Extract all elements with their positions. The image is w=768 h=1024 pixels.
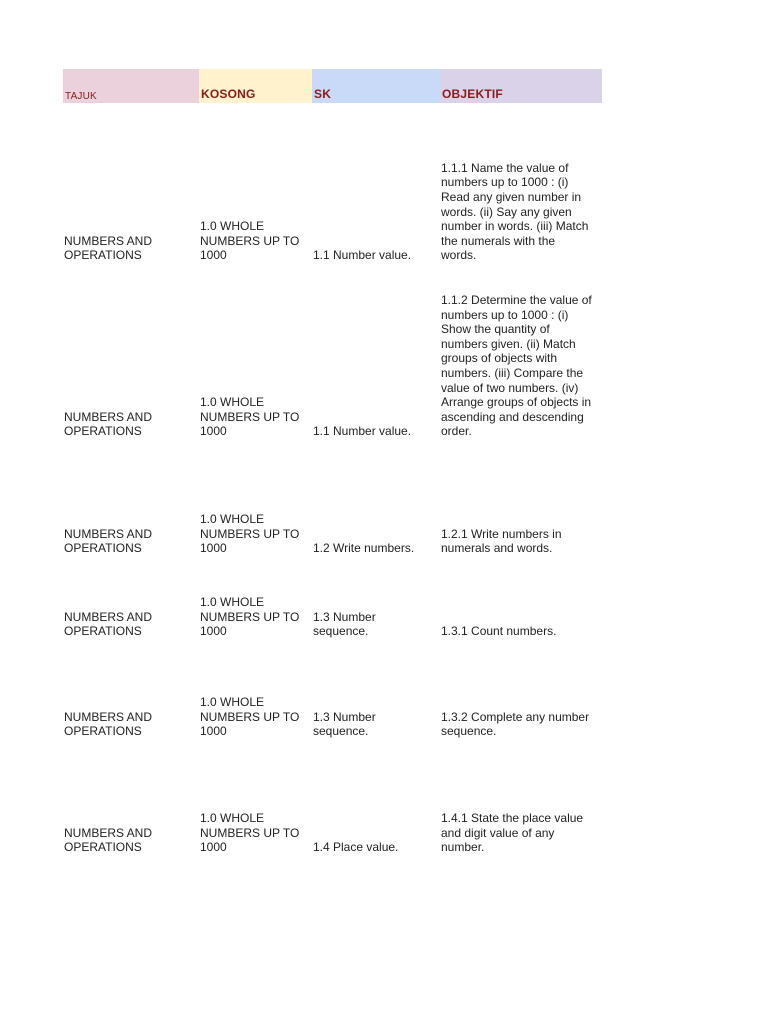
cell-objektif: 1.4.1 State the place value and digit value of any number. bbox=[441, 811, 584, 855]
table-row bbox=[63, 263, 602, 439]
header-kosong-label: KOSONG bbox=[201, 87, 256, 101]
cell-tajuk: NUMBERS AND OPERATIONS bbox=[64, 409, 153, 439]
cell-kosong: 1.0 WHOLE NUMBERS UP TO 1000 bbox=[200, 395, 300, 439]
cell-sk: 1.3 Number sequence. bbox=[313, 609, 376, 639]
cell-sk: 1.4 Place value. bbox=[313, 840, 399, 855]
cell-tajuk: NUMBERS AND OPERATIONS bbox=[64, 233, 153, 263]
header-objektif-label: OBJEKTIF bbox=[442, 87, 503, 101]
header-sk bbox=[312, 69, 440, 103]
cell-tajuk: NUMBERS AND OPERATIONS bbox=[64, 609, 153, 639]
cell-sk: 1.2 Write numbers. bbox=[313, 541, 415, 556]
header-kosong bbox=[199, 69, 312, 103]
header-tajuk-label: TAJUK bbox=[65, 91, 97, 102]
header-objektif bbox=[440, 69, 602, 103]
cell-sk: 1.1 Number value. bbox=[313, 424, 412, 439]
cell-objektif: 1.2.1 Write numbers in numerals and words. bbox=[441, 526, 562, 556]
table-row bbox=[63, 556, 602, 639]
cell-objektif: 1.3.2 Complete any number sequence. bbox=[441, 709, 590, 739]
cell-objektif: 1.1.1 Name the value of numbers up to 1000 : (i) Read any given number in words. (ii) Say any given number in words. (iii) Match the numerals with the words. bbox=[441, 160, 589, 263]
table-row bbox=[63, 439, 602, 556]
cell-tajuk: NUMBERS AND OPERATIONS bbox=[64, 825, 153, 855]
table-row bbox=[63, 639, 602, 739]
cell-kosong: 1.0 WHOLE NUMBERS UP TO 1000 bbox=[200, 219, 300, 263]
cell-sk: 1.3 Number sequence. bbox=[313, 709, 376, 739]
header-tajuk bbox=[63, 69, 199, 103]
cell-objektif: 1.1.2 Determine the value of numbers up to 1000 : (i) Show the quantity of numbers given. (ii) Match groups of objects with numbers. (iii) Compare the value of two numbers. (iv) Arrange groups of objects in ascending and descending order. bbox=[441, 293, 592, 439]
cell-kosong: 1.0 WHOLE NUMBERS UP TO 1000 bbox=[200, 512, 300, 556]
cell-kosong: 1.0 WHOLE NUMBERS UP TO 1000 bbox=[200, 811, 300, 855]
table-row bbox=[63, 103, 602, 263]
cell-kosong: 1.0 WHOLE NUMBERS UP TO 1000 bbox=[200, 595, 300, 639]
header-sk-label: SK bbox=[314, 87, 332, 101]
cell-tajuk: NUMBERS AND OPERATIONS bbox=[64, 709, 153, 739]
table-row bbox=[63, 739, 602, 855]
cell-objektif: 1.3.1 Count numbers. bbox=[441, 624, 557, 639]
cell-tajuk: NUMBERS AND OPERATIONS bbox=[64, 526, 153, 556]
cell-sk: 1.1 Number value. bbox=[313, 248, 412, 263]
cell-kosong: 1.0 WHOLE NUMBERS UP TO 1000 bbox=[200, 695, 300, 739]
